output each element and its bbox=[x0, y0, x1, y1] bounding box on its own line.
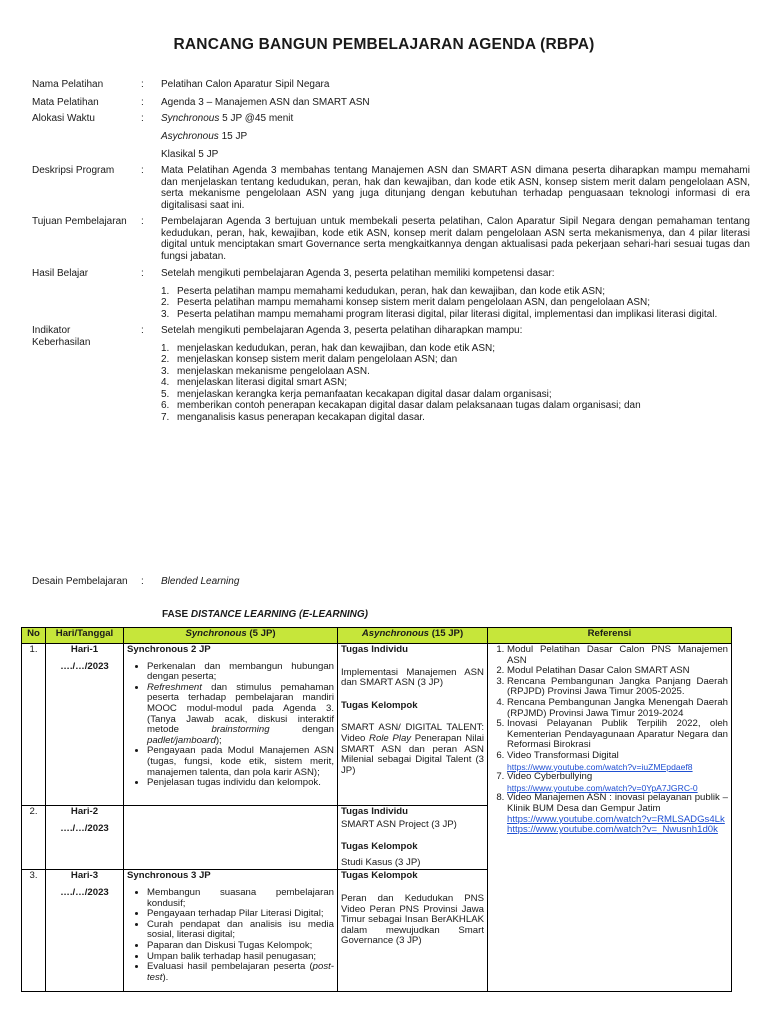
list-item: 1. Peserta pelatihan mampu memahami kedudukan, peran, hak dan kewajiban, dan kode etik ASN; bbox=[161, 285, 606, 297]
list-item: • Curah pendapat dan analisis isu media sosial, literasi digital; bbox=[147, 920, 334, 941]
row-sync: Synchronous 2 JP • Perkenalan dan membangun hubungan dengan peserta; • Refreshment dan stimulus pemahaman peserta terhadap pembelajaran mandiri MOOC modul-modul pada Agenda 3. (Tanya Jawab acak, diskusi interaktif metode brainstorming dengan padlet/jamboard); • Pengayaan pada Modul Manajemen ASN (tugas, fungsi, kode etik, sistem merit, manajemen talenta, dan pola karir ASN); • Penjelasan tugas individu dan kelompok. bbox=[124, 644, 338, 806]
list-item: 2. Peserta pelatihan mampu memahami konsep sistem merit dalam pengelolaan ASN, dan pengelolaan ASN; bbox=[161, 297, 651, 308]
field-value: Pembelajaran Agenda 3 bertujuan untuk membekali peserta pelatihan, Calon Aparatur Sipil Negara dengan pemahaman tentang kedudukan, peran, hak, kewajiban, kode etik ASN, konsep merit dalam pengelolaan ASN serta mekanismenya, dan 4 pilar literasi digital untuk menciptakan smart Governance serta mengkaitkannya dengan aktualisasi pada pekerjaan sehari-hari sesuai tugas dan fungsi jabatan. bbox=[161, 216, 750, 262]
field-value bbox=[161, 113, 750, 161]
field-colon: : bbox=[141, 268, 144, 279]
field-nama-pelatihan bbox=[32, 79, 750, 91]
field-value: Blended Learning bbox=[161, 576, 240, 587]
field-colon: : bbox=[141, 79, 144, 90]
list-item: • Refreshment dan stimulus pemahaman peserta terhadap pembelajaran mandiri MOOC modul-modul pada Agenda 3. (Tanya Jawab acak, diskusi interaktif metode brainstorming dengan padlet/jamboard); bbox=[147, 683, 334, 747]
reference-link[interactable]: https://www.youtube.com/watch?v=_Nwusnh1d0k bbox=[507, 824, 718, 836]
field-colon: : bbox=[141, 97, 144, 108]
list-item: 8. Video Manajemen ASN : inovasi pelayanan publik – Klinik BUM Desa dan Gempur Jatim https://www.youtube.com/watch?v=RMLSADGs4Lk https://www.youtube.com/watch?v=_Nwusnh1d0k bbox=[507, 793, 728, 835]
row-sync bbox=[124, 806, 338, 870]
row-day: Hari-1 …./…/2023 bbox=[46, 644, 124, 806]
field-alokasi-waktu bbox=[32, 113, 750, 161]
field-value: Pelatihan Calon Aparatur Sipil Negara bbox=[161, 79, 330, 90]
list-item: 3. Peserta pelatihan mampu memahami program literasi digital, pilar literasi digital, implementasi dan implikasi literasi digital. bbox=[161, 308, 718, 320]
header-hari: Hari/Tanggal bbox=[46, 628, 124, 644]
klasikal-value: Klasikal 5 JP bbox=[161, 149, 219, 160]
field-label: Deskripsi Program bbox=[32, 165, 115, 176]
list-item: • Penjelasan tugas individu dan kelompok. bbox=[147, 778, 334, 789]
header-sync: Synchronous (5 JP) bbox=[124, 628, 338, 644]
field-colon: : bbox=[141, 325, 144, 336]
list-item: • Perkenalan dan membangun hubungan dengan peserta; bbox=[147, 662, 334, 683]
field-value bbox=[161, 268, 750, 320]
list-item: • Evaluasi hasil pembelajaran peserta (post-test). bbox=[147, 962, 334, 983]
hasil-intro: Setelah mengikuti pembelajaran Agenda 3, peserta pelatihan memiliki kompetensi dasar: bbox=[161, 268, 555, 279]
list-item: • Membangun suasana pembelajaran kondusif; bbox=[147, 888, 334, 909]
document-title: RANCANG BANGUN PEMBELAJARAN AGENDA (RBPA) bbox=[173, 36, 595, 53]
field-label: Nama Pelatihan bbox=[32, 79, 104, 90]
header-async: Asynchronous (15 JP) bbox=[338, 628, 488, 644]
list-item: 5. Inovasi Pelayanan Publik Terpilih 2022, oleh Kementerian Pendayagunaan Aparatur Negara dan Reformasi Birokrasi bbox=[507, 719, 728, 751]
list-item: 7. Video Cyberbullying https://www.youtube.com/watch?v=0YpA7JGRC-0 bbox=[507, 772, 728, 793]
row-async: Tugas Individu SMART ASN Project (3 JP) Tugas Kelompok Studi Kasus (3 JP) bbox=[338, 806, 488, 870]
field-label: Tujuan Pembelajaran bbox=[32, 216, 127, 227]
list-item: 4. Rencana Pembangunan Jangka Menengah Daerah (RPJMD) Provinsi Jawa Timur 2019-2024 bbox=[507, 698, 728, 719]
list-item: 5. menjelaskan kerangka kerja pemanfaatan kecakapan digital dasar dalam organisasi; bbox=[161, 388, 552, 400]
hasil-list bbox=[161, 286, 750, 321]
reference-link[interactable]: https://www.youtube.com/watch?v=iuZMEpdaef8 bbox=[507, 761, 693, 772]
list-item: 2. Modul Pelatihan Dasar Calon SMART ASN bbox=[507, 666, 728, 677]
field-label: Desain Pembelajaran bbox=[32, 576, 128, 587]
list-item: 6. Video Transformasi Digital https://www.youtube.com/watch?v=iuZMEpdaef8 bbox=[507, 751, 728, 772]
sync-label: Synchronous bbox=[161, 113, 220, 124]
header-ref: Referensi bbox=[488, 628, 732, 644]
indikator-list bbox=[161, 343, 750, 424]
sync-value: 5 JP @45 menit bbox=[222, 113, 294, 124]
field-mata-pelatihan bbox=[32, 97, 750, 109]
field-colon: : bbox=[141, 576, 144, 587]
list-item: • Pengayaan terhadap Pilar Literasi Digital; bbox=[147, 909, 334, 920]
row-day: Hari-2 …./…/2023 bbox=[46, 806, 124, 870]
list-item: 3. Rencana Pembangunan Jangka Panjang Daerah (RPJPD) Provinsi Jawa Timur 2005-2025. bbox=[507, 677, 728, 698]
field-hasil-belajar bbox=[32, 268, 750, 320]
async-label: Asychronous bbox=[161, 131, 219, 142]
field-colon: : bbox=[141, 113, 144, 124]
field-value bbox=[161, 325, 750, 423]
list-item: 1. Modul Pelatihan Dasar Calon PNS Manajemen ASN bbox=[507, 645, 728, 666]
list-item: • Pengayaan pada Modul Manajemen ASN (tugas, fungsi, kode etik, sistem merit, manajemen talenta, dan pola karir ASN); bbox=[147, 746, 334, 778]
field-colon: : bbox=[141, 216, 144, 227]
row-number: 2. bbox=[22, 806, 46, 870]
field-label: Alokasi Waktu bbox=[32, 113, 95, 124]
list-item: 2. menjelaskan konsep sistem merit dalam pengelolaan ASN; dan bbox=[161, 354, 458, 365]
field-colon: : bbox=[141, 165, 144, 176]
list-item: 7. menganalisis kasus penerapan kecakapan digital dasar. bbox=[161, 411, 425, 423]
row-async: Tugas Individu Implementasi Manajemen ASN dan SMART ASN (3 JP) Tugas Kelompok SMART ASN/ DIGITAL TALENT: Video Role Play Penerapan Nilai SMART ASN dan peran ASN Milenial sebagai Digital Talent (3 JP) bbox=[338, 644, 488, 806]
table-header-row bbox=[22, 628, 732, 644]
table-row bbox=[22, 644, 732, 806]
fase-heading: FASE DISTANCE LEARNING (E-LEARNING) bbox=[162, 609, 368, 620]
list-item: 1. menjelaskan kedudukan, peran, hak dan kewajiban, dan kode etik ASN; bbox=[161, 342, 495, 354]
row-number: 1. bbox=[22, 644, 46, 806]
field-label: Indikator Keberhasilan bbox=[32, 325, 91, 348]
reference-link[interactable]: https://www.youtube.com/watch?v=RMLSADGs4Lk bbox=[507, 813, 725, 825]
list-item: • Umpan balik terhadap hasil penugasan; bbox=[147, 952, 334, 963]
header-no: No bbox=[22, 628, 46, 644]
row-referensi bbox=[488, 644, 732, 992]
field-indikator bbox=[32, 325, 750, 425]
list-item: 4. menjelaskan literasi digital smart ASN; bbox=[161, 377, 348, 388]
indikator-intro: Setelah mengikuti pembelajaran Agenda 3, peserta pelatihan diharapkan mampu: bbox=[161, 325, 523, 336]
field-tujuan bbox=[32, 216, 750, 264]
field-deskripsi bbox=[32, 165, 750, 213]
async-value: 15 JP bbox=[221, 131, 248, 142]
row-sync: Synchronous 3 JP • Membangun suasana pembelajaran kondusif; • Pengayaan terhadap Pilar Literasi Digital; • Curah pendapat dan analisis isu media sosial, literasi digital; • Paparan dan Diskusi Tugas Kelompok; • Umpan balik terhadap hasil penugasan; • Evaluasi hasil pembelajaran peserta (post-test). bbox=[124, 870, 338, 992]
list-item: 6. memberikan contoh penerapan kecakapan digital dasar dalam pelaksanaan tugas dalam organisasi; dan bbox=[161, 400, 641, 411]
reference-link[interactable]: https://www.youtube.com/watch?v=0YpA7JGRC-0 bbox=[507, 782, 698, 793]
list-item: 3. menjelaskan mekanisme pengelolaan ASN. bbox=[161, 365, 370, 377]
field-desain bbox=[32, 576, 750, 588]
row-number: 3. bbox=[22, 870, 46, 992]
field-label: Hasil Belajar bbox=[32, 268, 89, 279]
field-value: Mata Pelatihan Agenda 3 membahas tentang Manajemen ASN dan SMART ASN dimana peserta diharapkan mampu memahami dan menjelaskan tentang kedudukan, peran, hak dan kewajiban, dan kode etik ASN, konsep sistem merit dalam pengelolaan ASN, serta mekanisme pengelolaan ASN yang juga ditunjang dengan kebutuhan terhadap penguasaan teknologi informasi di era digitalisasi saat ini. bbox=[161, 165, 750, 211]
list-item: • Paparan dan Diskusi Tugas Kelompok; bbox=[147, 941, 334, 952]
schedule-table bbox=[21, 627, 732, 992]
field-label: Mata Pelatihan bbox=[32, 97, 99, 108]
row-day: Hari-3 …./…/2023 bbox=[46, 870, 124, 992]
field-value: Agenda 3 – Manajemen ASN dan SMART ASN bbox=[161, 97, 370, 108]
row-async: Tugas Kelompok Peran dan Kedudukan PNS Video Peran PNS Provinsi Jawa Timur sebagai Insan BerAKHLAK dalam mewujudkan Smart Governance (3 JP) bbox=[338, 870, 488, 992]
